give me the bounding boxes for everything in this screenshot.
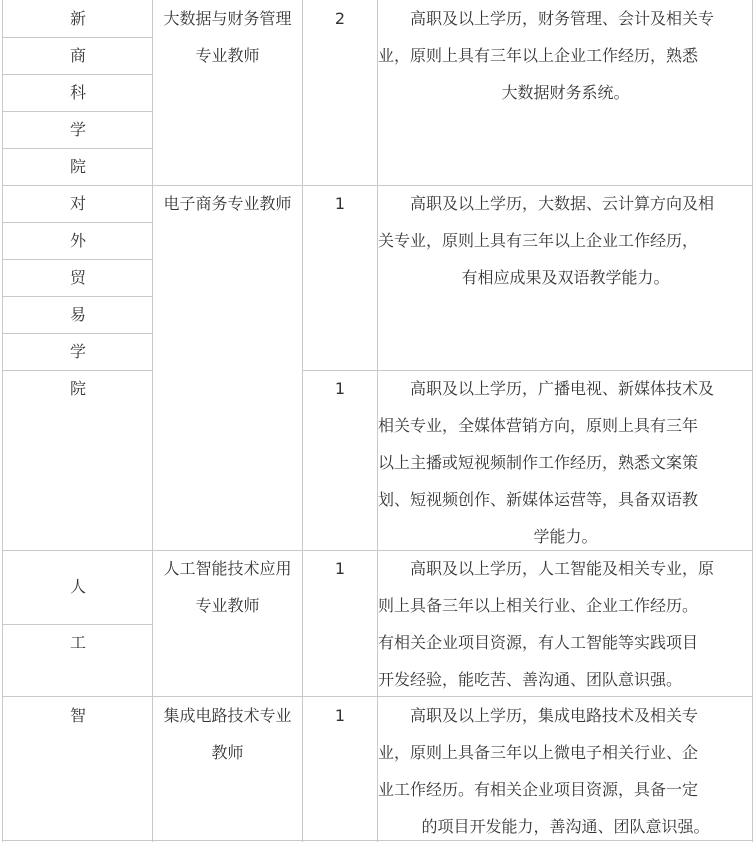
requirements (378, 0, 753, 111)
requirements (378, 550, 753, 698)
college-char: 贸 (69, 268, 86, 287)
college-char: 工 (69, 633, 86, 652)
position-name (153, 550, 302, 624)
college-char: 学 (69, 120, 86, 139)
position-line: 人工智能技术应用 (163, 559, 292, 578)
requirement-line: 则上具备三年以上相关行业、企业工作经历。 (378, 596, 699, 615)
position-line: 电子商务专业教师 (163, 194, 292, 213)
requirement-line: 高职及以上学历，人工智能及相关专业，原 (410, 559, 715, 578)
headcount: 1 (334, 379, 346, 398)
requirements (378, 697, 753, 845)
headcount: 1 (334, 706, 346, 725)
requirement-line: 高职及以上学历，大数据、云计算方向及相 (410, 194, 715, 213)
college-char: 易 (69, 305, 86, 324)
college-char: 对 (69, 194, 86, 213)
requirement-line: 业，原则上具有三年以上企业工作经历，熟悉 (378, 46, 699, 65)
college-char: 学 (69, 342, 86, 361)
college-char: 外 (69, 231, 86, 250)
position-line: 大数据与财务管理 (163, 9, 292, 28)
college-char: 商 (69, 46, 86, 65)
position-line: 集成电路技术专业 (163, 706, 292, 725)
position-name (153, 185, 302, 222)
requirement-line: 划、短视频创作、新媒体运营等，具备双语教 (378, 490, 699, 509)
college-char: 科 (69, 83, 86, 102)
college-char: 智 (69, 706, 86, 725)
position-name (153, 697, 302, 771)
requirement-line: 业工作经历。有相关企业项目资源，具备一定 (378, 780, 699, 799)
position-line: 教师 (211, 743, 244, 762)
requirement-line: 学能力。 (533, 527, 598, 546)
college-char: 人 (69, 577, 86, 596)
requirement-line: 开发经验，能吃苦、善沟通、团队意识强。 (378, 670, 683, 689)
requirement-line: 高职及以上学历，集成电路技术及相关专 (410, 706, 699, 725)
headcount: 2 (334, 9, 346, 28)
requirement-line: 高职及以上学历，财务管理、会计及相关专 (410, 9, 715, 28)
requirements (378, 185, 753, 296)
position-line: 专业教师 (195, 596, 260, 615)
requirements (378, 370, 753, 555)
college-char: 新 (69, 9, 86, 28)
position-name (153, 0, 302, 74)
requirement-line: 关专业，原则上具有三年以上企业工作经历， (378, 231, 699, 250)
headcount: 1 (334, 559, 346, 578)
requirement-line: 有相应成果及双语教学能力。 (461, 268, 670, 287)
position-line: 专业教师 (195, 46, 260, 65)
requirement-line: 有相关企业项目资源，有人工智能等实践项目 (378, 633, 699, 652)
college-char: 院 (69, 157, 86, 176)
headcount: 1 (334, 194, 346, 213)
requirement-line: 大数据财务系统。 (501, 83, 630, 102)
requirement-line: 的项目开发能力，善沟通、团队意识强。 (421, 817, 710, 836)
college-char: 院 (69, 379, 86, 398)
requirement-line: 业，原则上具备三年以上微电子相关行业、企 (378, 743, 699, 762)
requirement-line: 相关专业，全媒体营销方向，原则上具有三年 (378, 416, 699, 435)
requirement-line: 高职及以上学历，广播电视、新媒体技术及 (410, 379, 715, 398)
requirement-line: 以上主播或短视频制作工作经历，熟悉文案策 (378, 453, 699, 472)
